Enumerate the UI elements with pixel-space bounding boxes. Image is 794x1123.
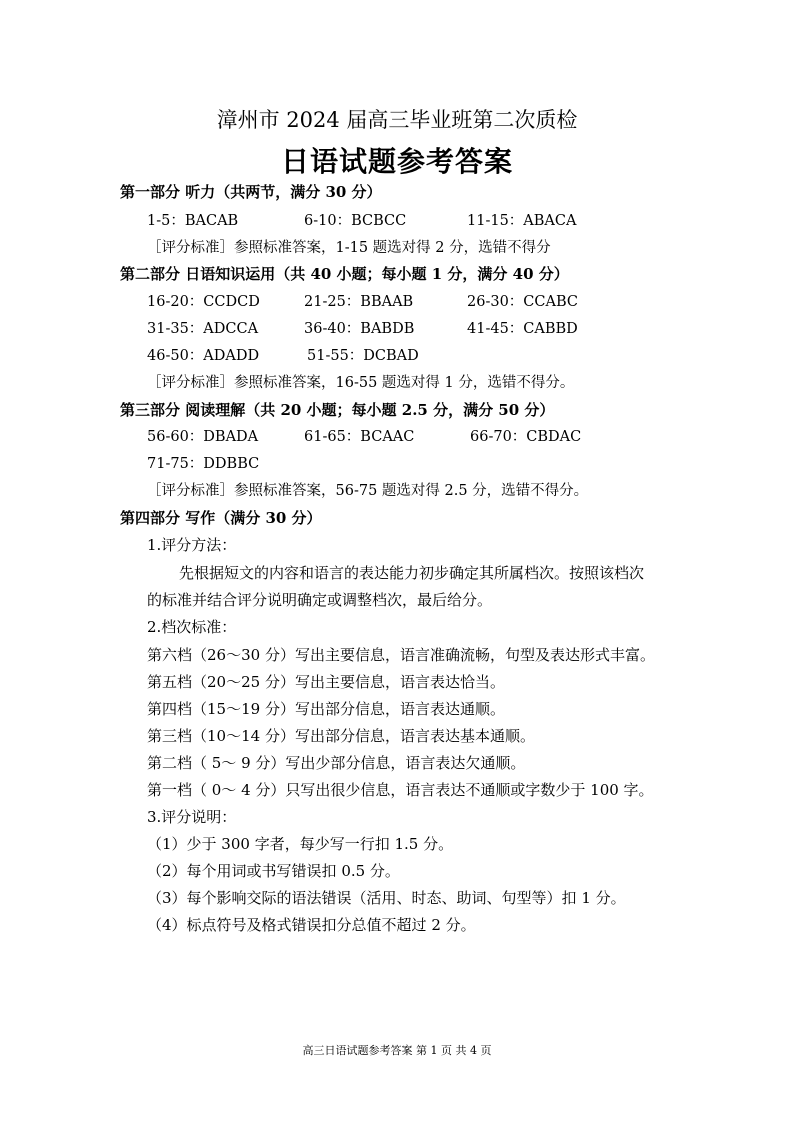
answer-group: 56-60：DBADA [147, 429, 259, 445]
part3-standard: ［评分标准］参照标准答案，56-75 题选对得 2.5 分，选错不得分。 [147, 483, 589, 499]
document-title: 日语试题参考答案 [280, 145, 513, 178]
answer-group: 41-45：CABBD [467, 321, 578, 337]
part4-heading: 第四部分 写作（满分 30 分） [120, 509, 322, 527]
answer-group: 51-55：DCBAD [307, 348, 419, 364]
part1-heading: 第一部分 听力（共两节，满分 30 分） [120, 183, 382, 201]
answer-group: 61-65：BCAAC [304, 429, 415, 445]
level-item: 第五档（20～25 分）写出主要信息，语言表达恰当。 [147, 673, 505, 691]
level-item: 第二档（ 5～ 9 分）写出少部分信息，语言表达欠通顺。 [147, 754, 526, 772]
note-item: （2）每个用词或书写错误扣 0.5 分。 [147, 862, 400, 880]
answer-group: 16-20：CCDCD [147, 294, 260, 310]
part3-heading: 第三部分 阅读理解（共 20 小题；每小题 2.5 分，满分 50 分） [120, 401, 555, 419]
exam-title: 漳州市 2024 届高三毕业班第二次质检 [216, 108, 578, 132]
answer-group: 6-10：BCBCC [304, 213, 407, 229]
answer-group: 36-40：BABDB [304, 321, 415, 337]
part2-standard: ［评分标准］参照标准答案，16-55 题选对得 1 分，选错不得分。 [147, 375, 575, 391]
part2-heading: 第二部分 日语知识运用（共 40 小题；每小题 1 分，满分 40 分） [120, 265, 569, 283]
note-item: （1）少于 300 字者，每少写一行扣 1.5 分。 [147, 835, 454, 853]
page-footer: 高三日语试题参考答案 第 1 页 共 4 页 [302, 1044, 492, 1057]
answer-group: 46-50：ADADD [147, 348, 260, 364]
answer-group: 71-75：DDBBC [147, 456, 260, 472]
answer-group: 11-15：ABACA [467, 213, 577, 229]
method-paragraph: 先根据短文的内容和语言的表达能力初步确定其所属档次。按照该档次 [179, 564, 645, 582]
part1-standard: ［评分标准］参照标准答案，1-15 题选对得 2 分，选错不得分 [147, 240, 551, 256]
level-item: 第四档（15～19 分）写出部分信息，语言表达通顺。 [147, 700, 505, 718]
answer-group: 1-5：BACAB [147, 213, 239, 229]
level-item: 第六档（26～30 分）写出主要信息，语言准确流畅，句型及表达形式丰富。 [147, 646, 655, 664]
answer-group: 26-30：CCABC [467, 294, 578, 310]
method-title: 1.评分方法： [147, 536, 237, 554]
levels-title: 2.档次标准： [147, 618, 237, 636]
answer-group: 66-70：CBDAC [470, 429, 582, 445]
method-paragraph: 的标准并结合评分说明确定或调整档次，最后给分。 [147, 591, 493, 609]
answer-group: 31-35：ADCCA [147, 321, 259, 337]
answer-group: 21-25：BBAAB [304, 294, 414, 310]
level-item: 第三档（10～14 分）写出部分信息，语言表达基本通顺。 [147, 727, 535, 745]
note-item: （4）标点符号及格式错误扣分总值不超过 2 分。 [147, 916, 476, 934]
level-item: 第一档（ 0～ 4 分）只写出很少信息，语言表达不通顺或字数少于 100 字。 [147, 781, 654, 799]
notes-title: 3.评分说明： [147, 808, 237, 826]
note-item: （3）每个影响交际的语法错误（活用、时态、助词、句型等）扣 1 分。 [147, 889, 626, 907]
